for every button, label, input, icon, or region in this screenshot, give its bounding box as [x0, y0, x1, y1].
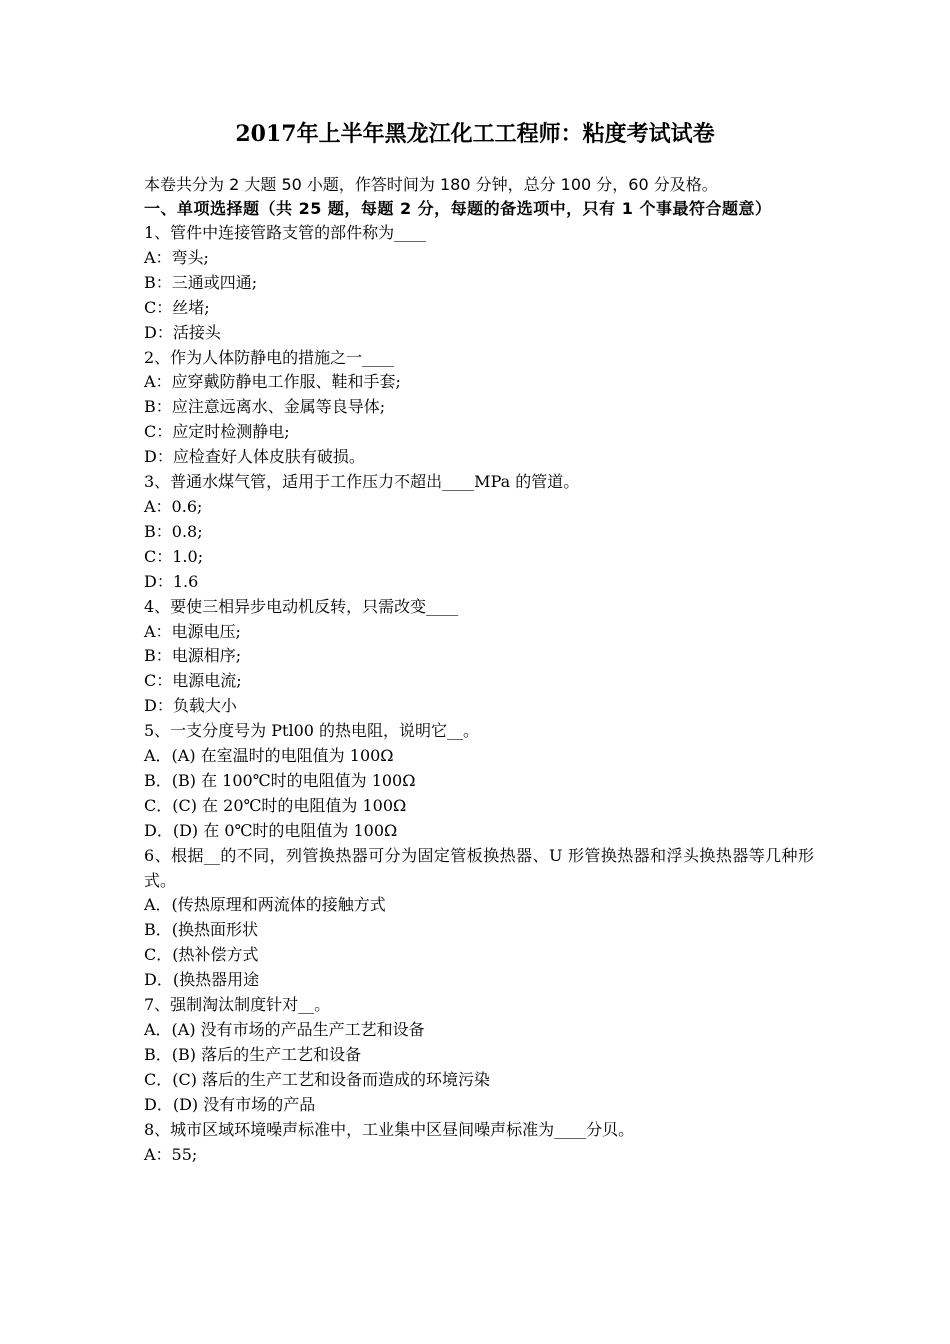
exam-intro: 本卷共分为 2 大题 50 小题，作答时间为 180 分钟，总分 100 分，60 分及格。 [144, 175, 718, 194]
answer-option: B．(B) 落后的生产工艺和设备 [144, 1044, 362, 1064]
document-title: 2017年上半年黑龙江化工工程师：粘度考试试卷 [235, 121, 715, 147]
answer-option: D．(D) 在 0℃时的电阻值为 100Ω [144, 820, 398, 840]
answer-option: B：三通或四通; [144, 272, 258, 292]
answer-option: A：应穿戴防静电工作服、鞋和手套; [144, 372, 401, 392]
answer-option: A：55; [144, 1144, 198, 1164]
answer-option: C．(热补偿方式 [144, 945, 259, 965]
document-body [144, 172, 814, 1167]
answer-option: A：电源电压; [144, 621, 241, 641]
question-5 [144, 719, 814, 844]
answer-option: D：活接头 [144, 322, 221, 342]
answer-option: C：电源电流; [144, 671, 242, 691]
question-8 [144, 1118, 814, 1168]
answer-option: C：1.0; [144, 546, 204, 566]
answer-option: A．(A) 没有市场的产品生产工艺和设备 [144, 1020, 425, 1039]
answer-option: C：丝堵; [144, 297, 210, 317]
answer-option: B．(换热面形状 [144, 920, 259, 940]
answer-option: A．(A) 在室温时的电阻值为 100Ω [144, 746, 394, 766]
question-stem: 7、强制淘汰制度针对__。 [144, 995, 331, 1015]
question-stem: 2、作为人体防静电的措施之一____ [144, 347, 395, 367]
answer-option: D．(换热器用途 [144, 970, 260, 990]
answer-option: B．(B) 在 100℃时的电阻值为 100Ω [144, 770, 416, 790]
question-stem: 3、普通水煤气管，适用于工作压力不超出____MPa 的管道。 [144, 472, 580, 492]
section-heading: 一、单项选择题（共 25 题，每题 2 分，每题的备选项中，只有 1 个事最符合题意） [144, 199, 772, 218]
question-6 [144, 844, 814, 993]
answer-option: D：1.6 [144, 571, 199, 591]
answer-option: C．(C) 落后的生产工艺和设备而造成的环境污染 [144, 1069, 491, 1089]
question-2 [144, 346, 814, 471]
answer-option: C：应定时检测静电; [144, 422, 290, 442]
question-1 [144, 221, 814, 346]
answer-option: A：弯头; [144, 247, 209, 267]
answer-option: A．(传热原理和两流体的接触方式 [144, 895, 386, 915]
answer-option: B：应注意远离水、金属等良导体; [144, 397, 386, 417]
question-stem: 6、根据__的不同，列管换热器可分为固定管板换热器、U 形管换热器和浮头换热器等几种形式。 [144, 845, 814, 890]
answer-option: D：负载大小 [144, 696, 237, 716]
answer-option: D：应检查好人体皮肤有破损。 [144, 447, 365, 467]
answer-option: C．(C) 在 20℃时的电阻值为 100Ω [144, 795, 407, 815]
answer-option: B：电源相序; [144, 646, 242, 666]
question-3 [144, 470, 814, 595]
question-stem: 5、一支分度号为 Ptl00 的热电阻，说明它__。 [144, 721, 480, 741]
answer-option: D．(D) 没有市场的产品 [144, 1094, 316, 1114]
question-stem: 4、要使三相异步电动机反转，只需改变____ [144, 596, 459, 616]
question-stem: 8、城市区域环境噪声标准中，工业集中区昼间噪声标准为____分贝。 [144, 1119, 635, 1139]
question-stem: 1、管件中连接管路支管的部件称为____ [144, 223, 427, 242]
answer-option: A：0.6; [144, 496, 203, 516]
question-4 [144, 595, 814, 720]
answer-option: B：0.8; [144, 521, 203, 541]
question-7 [144, 993, 814, 1118]
